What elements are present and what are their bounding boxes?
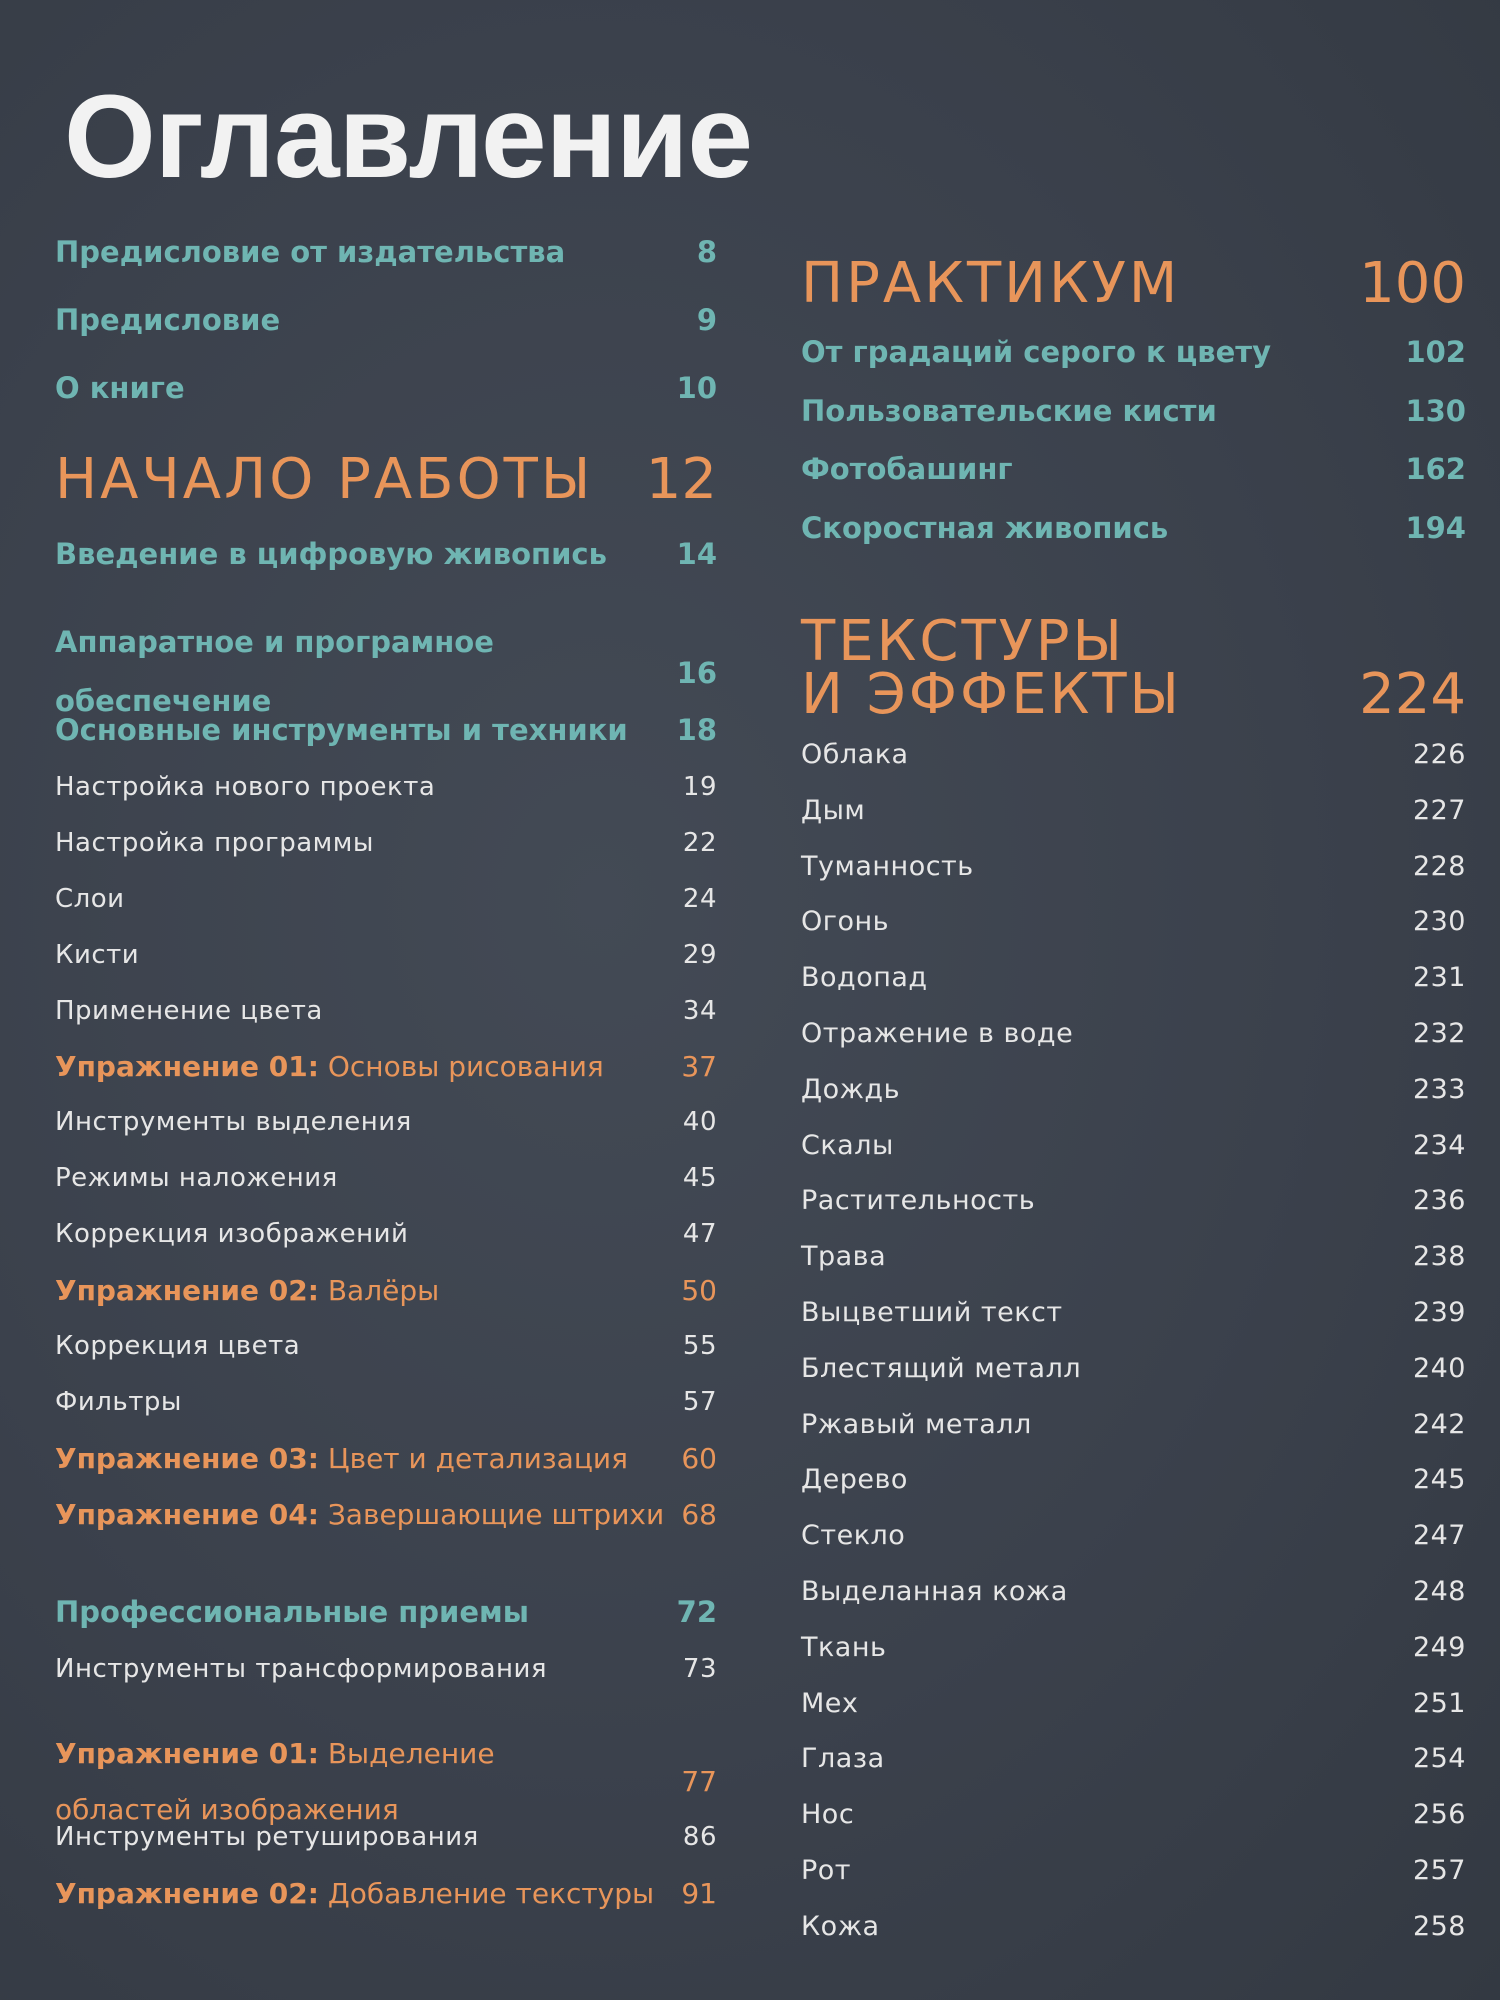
toc-entry[interactable] — [55, 1109, 717, 1165]
toc-entry[interactable] — [801, 1801, 1466, 1857]
section-heading[interactable] — [55, 1595, 717, 1656]
toc-entry[interactable] — [801, 1575, 1466, 1634]
toc-entry[interactable] — [801, 1187, 1466, 1243]
section-heading[interactable] — [801, 609, 1466, 727]
toc-entry-label: Инструменты трансформирования — [55, 1654, 548, 1685]
toc-entry[interactable] — [55, 774, 717, 830]
toc-entry[interactable] — [55, 995, 717, 1054]
toc-entry[interactable] — [801, 1687, 1466, 1746]
toc-entry-label: Дождь — [801, 1073, 901, 1105]
toc-entry-label: Трава — [801, 1241, 887, 1273]
toc-entry-label: Водопад — [801, 962, 928, 994]
section-heading-page: 224 — [1359, 662, 1466, 727]
exercise-prefix: Упражнение 02: — [55, 1877, 319, 1911]
toc-entry-page: 77 — [681, 1765, 717, 1799]
toc-entry[interactable] — [801, 1243, 1466, 1299]
toc-entry-page: 162 — [1405, 452, 1466, 486]
toc-entry-label: Режимы наложения — [55, 1163, 338, 1194]
toc-entry[interactable] — [55, 371, 717, 452]
section-heading[interactable] — [55, 447, 717, 540]
toc-entry-page: 57 — [682, 1386, 717, 1417]
section-heading-page: 12 — [645, 447, 717, 512]
toc-entry[interactable] — [55, 939, 717, 998]
toc-entry-page: 10 — [676, 371, 717, 405]
toc-entry[interactable] — [55, 713, 717, 774]
toc-entry-page: 230 — [1412, 906, 1466, 938]
exercise-entry[interactable] — [55, 1050, 717, 1109]
toc-entry-page: 19 — [682, 772, 717, 802]
toc-entry[interactable] — [801, 741, 1466, 797]
toc-entry[interactable] — [55, 303, 717, 374]
toc-entry[interactable] — [801, 850, 1466, 909]
exercise-prefix: Упражнение 03: — [55, 1441, 319, 1475]
toc-entry-label: Дерево — [801, 1464, 908, 1496]
toc-entry[interactable] — [801, 1073, 1466, 1132]
toc-entry[interactable] — [55, 1386, 717, 1445]
exercise-entry[interactable] — [55, 1497, 717, 1557]
toc-entry-page: 45 — [682, 1163, 717, 1194]
toc-entry-label: Фотобашинг — [801, 452, 1013, 486]
toc-entry[interactable] — [801, 1017, 1466, 1076]
toc-entry-label: Скоростная живопись — [801, 510, 1169, 545]
toc-entry[interactable] — [801, 1854, 1466, 1913]
toc-entry-label: Дым — [801, 794, 866, 826]
toc-entry-label: Инструменты выделения — [55, 1107, 412, 1138]
section-heading-label: ТЕКСТУРЫ — [801, 609, 1125, 674]
toc-entry-label: Введение в цифровую живопись — [55, 537, 607, 571]
toc-entry[interactable] — [801, 1466, 1466, 1522]
toc-entry[interactable] — [801, 335, 1466, 397]
toc-entry[interactable] — [801, 1745, 1466, 1801]
toc-entry-label: Мех — [801, 1687, 859, 1719]
toc-entry-page: 73 — [682, 1654, 717, 1685]
toc-entry[interactable] — [801, 1352, 1466, 1411]
toc-entry-page: 8 — [696, 235, 717, 269]
section-heading-page: 72 — [676, 1595, 717, 1630]
exercise-entry[interactable] — [55, 1712, 717, 1827]
exercise-entry[interactable] — [55, 1877, 717, 1936]
toc-entry-label: Инструменты ретуширования — [55, 1822, 479, 1853]
toc-entry-label: Предисловие — [55, 303, 281, 337]
toc-entry-page: 233 — [1412, 1073, 1466, 1105]
toc-entry[interactable] — [801, 794, 1466, 853]
toc-entry-page: 14 — [676, 537, 717, 571]
toc-entry-page: 231 — [1412, 962, 1466, 994]
exercise-entry[interactable] — [55, 1274, 717, 1333]
toc-entry-label: Выцветший текст — [801, 1296, 1063, 1328]
toc-entry-label: Основы рисования — [327, 1050, 604, 1084]
toc-entry-page: 50 — [681, 1274, 717, 1308]
toc-entry-page: 247 — [1412, 1520, 1466, 1552]
toc-entry-page: 240 — [1412, 1352, 1466, 1384]
toc-entry-label-continued: обеспечение — [55, 684, 272, 718]
toc-entry-page: 18 — [676, 713, 717, 747]
toc-entry-page: 37 — [681, 1050, 717, 1084]
toc-entry-label: Облака — [801, 739, 909, 770]
toc-entry[interactable] — [55, 235, 717, 306]
toc-entry-page: 9 — [696, 303, 717, 337]
toc-entry-label: Растительность — [801, 1185, 1036, 1217]
toc-entry-label: Скалы — [801, 1129, 894, 1161]
toc-entry-page: 249 — [1412, 1631, 1466, 1663]
toc-entry-label: Блестящий металл — [801, 1352, 1082, 1384]
toc-entry-page: 238 — [1412, 1241, 1466, 1273]
toc-entry[interactable] — [801, 1296, 1466, 1355]
toc-entry[interactable] — [55, 599, 717, 716]
exercise-prefix: Упражнение 01: — [55, 1737, 319, 1771]
toc-entry-page: 257 — [1412, 1854, 1466, 1886]
toc-entry-page: 47 — [682, 1219, 717, 1250]
toc-entry-page: 194 — [1405, 510, 1466, 545]
toc-entry[interactable] — [801, 1408, 1466, 1467]
toc-entry-page: 256 — [1412, 1799, 1466, 1831]
toc-entry-label: Кисти — [55, 939, 140, 970]
section-heading-label: ПРАКТИКУМ — [801, 251, 1181, 316]
toc-entry[interactable] — [55, 1221, 717, 1277]
toc-entry-page: 102 — [1405, 335, 1466, 369]
toc-entry-page: 130 — [1405, 393, 1466, 428]
toc-entry-page: 40 — [682, 1107, 717, 1138]
toc-entry-page: 86 — [682, 1822, 717, 1853]
toc-entry-page: 24 — [682, 883, 717, 914]
toc-entry-label-continued: областей изображения — [55, 1793, 399, 1827]
section-heading[interactable] — [801, 238, 1466, 338]
toc-entry-label: Фильтры — [55, 1386, 182, 1417]
toc-entry-page: 248 — [1412, 1575, 1466, 1607]
exercise-prefix: Упражнение 04: — [55, 1497, 319, 1531]
toc-entry-label: Огонь — [801, 906, 890, 938]
toc-entry-page: 251 — [1412, 1687, 1466, 1719]
toc-entry[interactable] — [55, 1824, 717, 1880]
section-heading-page: 100 — [1359, 251, 1466, 316]
toc-entry-label: Выделение — [327, 1737, 495, 1771]
toc-entry-label: Слои — [55, 883, 125, 914]
toc-entry-page: 228 — [1412, 850, 1466, 882]
toc-entry-label: От градаций серого к цвету — [801, 335, 1271, 369]
toc-entry[interactable] — [55, 827, 717, 886]
toc-entry-label: О книге — [55, 371, 185, 405]
toc-entry-label: Основные инструменты и техники — [55, 713, 628, 747]
toc-entry-page: 91 — [681, 1877, 717, 1911]
toc-entry-label: Ржавый металл — [801, 1408, 1032, 1440]
toc-entry-page: 22 — [682, 827, 717, 858]
toc-entry-label: Туманность — [801, 850, 974, 882]
toc-entry-label: Ткань — [801, 1631, 887, 1663]
toc-entry-page: 55 — [682, 1330, 717, 1361]
toc-entry-page: 242 — [1412, 1408, 1466, 1440]
toc-entry-label: Выделанная кожа — [801, 1575, 1068, 1607]
toc-entry[interactable] — [801, 452, 1466, 514]
toc-entry-label: Валёры — [327, 1274, 440, 1308]
toc-entry-label: Цвет и детализация — [327, 1441, 628, 1475]
toc-entry-page: 239 — [1412, 1296, 1466, 1328]
toc-entry[interactable] — [801, 908, 1466, 964]
toc-entry-page: 226 — [1412, 739, 1466, 770]
page-title: Оглавление — [64, 71, 753, 203]
toc-entry[interactable] — [801, 1631, 1466, 1690]
section-heading-label: НАЧАЛО РАБОТЫ — [55, 447, 594, 512]
exercise-prefix: Упражнение 02: — [55, 1274, 319, 1308]
toc-entry-page: 234 — [1412, 1129, 1466, 1161]
toc-entry-page: 258 — [1412, 1910, 1466, 1942]
toc-entry-page: 68 — [681, 1497, 717, 1531]
section-heading-label: Профессиональные приемы — [55, 1595, 529, 1630]
toc-entry-label: Настройка нового проекта — [55, 772, 436, 802]
toc-entry[interactable] — [801, 1129, 1466, 1188]
toc-entry-page: 34 — [682, 995, 717, 1026]
toc-entry-label: Завершающие штрихи — [327, 1497, 665, 1531]
toc-right-column — [801, 238, 1466, 1969]
toc-entry-label: Кожа — [801, 1910, 880, 1942]
toc-entry-label: Добавление текстуры — [327, 1877, 655, 1911]
toc-entry-label: Глаза — [801, 1743, 885, 1775]
toc-entry[interactable] — [801, 393, 1466, 456]
toc-entry-label: Настройка программы — [55, 827, 374, 858]
toc-entry-page: 29 — [682, 939, 717, 970]
toc-entry-label: Нос — [801, 1799, 855, 1831]
toc-left-column — [55, 235, 717, 1936]
toc-entry-label: Пользовательские кисти — [801, 393, 1217, 428]
exercise-entry[interactable] — [55, 1441, 717, 1501]
toc-entry-label: Предисловие от издательства — [55, 235, 566, 269]
toc-entry-label: Аппаратное и програмное — [55, 625, 494, 659]
section-heading-label-continued: И ЭФФЕКТЫ — [801, 662, 1182, 727]
toc-entry[interactable] — [801, 510, 1466, 573]
toc-entry-page: 254 — [1412, 1743, 1466, 1775]
toc-entry-page: 245 — [1412, 1464, 1466, 1496]
toc-entry[interactable] — [55, 883, 717, 942]
toc-entry-label: Коррекция изображений — [55, 1219, 409, 1250]
toc-entry-page: 60 — [681, 1441, 717, 1475]
exercise-prefix: Упражнение 01: — [55, 1050, 319, 1084]
toc-entry-label: Стекло — [801, 1520, 906, 1552]
toc-entry-page: 227 — [1412, 794, 1466, 826]
toc-entry-page: 232 — [1412, 1017, 1466, 1049]
toc-entry[interactable] — [55, 1330, 717, 1389]
toc-entry-page: 16 — [676, 656, 717, 690]
toc-entry[interactable] — [55, 1165, 717, 1221]
toc-entry-label: Рот — [801, 1854, 852, 1886]
toc-entry-label: Коррекция цвета — [55, 1330, 301, 1361]
toc-entry-label: Отражение в воде — [801, 1017, 1074, 1049]
toc-entry[interactable] — [801, 1910, 1466, 1969]
toc-entry[interactable] — [801, 1522, 1466, 1578]
toc-entry[interactable] — [55, 537, 717, 599]
toc-entry[interactable] — [801, 964, 1466, 1020]
toc-entry[interactable] — [55, 1656, 717, 1712]
toc-entry-page: 236 — [1412, 1185, 1466, 1217]
toc-entry-label: Применение цвета — [55, 995, 323, 1026]
